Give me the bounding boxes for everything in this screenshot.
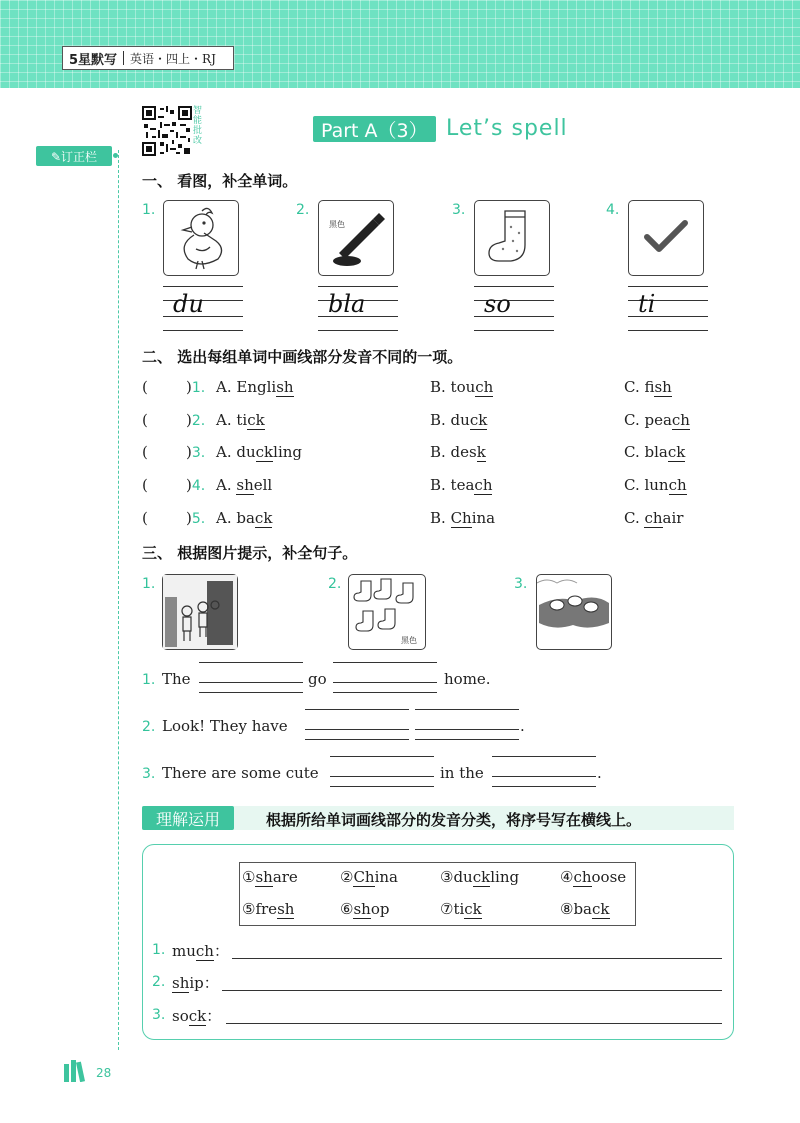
underlined-letters: sh [236,476,254,494]
item-number: 2. [296,202,310,218]
option-text: A. ba [216,509,255,527]
option-c[interactable] [624,443,685,462]
socks-picture [348,574,426,650]
sentence-text: home. [444,670,491,688]
underlined-letters: ch [644,509,663,527]
underlined-letters: Ch [353,868,375,886]
answer-word [172,1005,221,1026]
answer-paren-close: ) [186,378,192,396]
sentence-text: go [308,670,327,688]
word-text: ： [213,942,229,960]
margin-divider [118,150,119,1050]
underlined-letters: Ch [450,509,472,527]
writing-lines[interactable] [163,286,243,330]
question-number: 4. [191,478,206,494]
series-name: 5星默写 [69,52,118,68]
choice-text: ti [453,900,465,918]
underlined-letters: k [476,443,486,461]
choice-mark: ⑧ [560,900,574,918]
choice-text: du [453,868,473,886]
underlined-letters: ck [464,900,482,918]
answer-line[interactable] [222,990,722,991]
item-number: 3. [452,202,466,218]
option-text: C. pea [624,411,672,429]
sentence-text: The [162,670,191,688]
answer-number: 3. [152,1007,166,1023]
choice-text: ba [573,900,592,918]
word-choice [440,868,519,886]
underlined-letters: ch [668,476,687,494]
option-text: B. des [430,443,477,461]
writing-lines[interactable] [628,286,708,330]
underlined-letters: ck [469,411,488,429]
answer-paren-close: ) [186,443,192,461]
option-a[interactable] [216,476,272,495]
section4-instruction: 根据所给单词画线部分的发音分类，将序号写在横线上。 [266,811,642,829]
black-paint-picture [318,200,394,276]
option-text: ina [471,509,496,527]
option-text: A. [216,476,237,494]
option-text: ling [273,443,302,461]
underlined-letters: ck [255,443,274,461]
option-text: C. [624,509,645,527]
underlined-letters: ch [671,411,690,429]
qr-code-icon[interactable] [142,106,192,156]
sentence-text: in the [440,764,484,782]
option-text: ell [253,476,273,494]
option-text: air [662,509,684,527]
option-b[interactable] [430,509,495,528]
word-choice [242,868,298,886]
answer-blank[interactable] [333,662,437,692]
choice-text: are [272,868,298,886]
answer-paren-open: ( [142,378,148,396]
caption-black: 黑色 [329,220,345,229]
sentence-text: . [597,764,602,782]
option-text: C. fi [624,378,655,396]
word-stub: so [484,290,511,318]
item-number: 1. [142,202,156,218]
answer-blank[interactable] [330,756,434,786]
choice-mark: ⑤ [242,900,256,918]
question-number: 1. [191,380,206,396]
option-a[interactable] [216,509,272,528]
answer-blank[interactable] [415,709,519,739]
item-number: 4. [606,202,620,218]
choice-mark: ⑦ [440,900,454,918]
underlined-letters: ck [472,868,491,886]
choice-mark: ③ [440,868,454,886]
choice-mark: ④ [560,868,574,886]
section4-label: 理解运用 [142,806,234,830]
option-c[interactable] [624,378,672,397]
answer-paren-close: ) [186,509,192,527]
sentence-number: 1. [142,672,156,688]
underlined-letters: sh [277,900,295,918]
option-c[interactable] [624,509,683,528]
option-text: A. ti [216,411,248,429]
part-label: Part A（3） [313,116,436,142]
answer-word [172,940,229,961]
word-stub: ti [638,290,656,318]
answer-line[interactable] [226,1023,722,1024]
duck-icon [164,201,238,275]
tick-picture [628,200,704,276]
option-a[interactable] [216,378,294,397]
pic-number: 2. [328,576,342,592]
word-text: so [172,1007,189,1025]
series-badge [62,46,234,70]
caption-black: 黑色 [401,636,417,645]
option-text: C. bla [624,443,668,461]
section2-heading: 二、 选出每组单词中画线部分发音不同的一项。 [142,348,463,366]
word-choice [560,868,626,886]
choice-text: ina [374,868,398,886]
word-text: ： [206,1007,222,1025]
socks-icon [349,575,425,649]
writing-lines[interactable] [474,286,554,330]
answer-paren-close: ) [186,476,192,494]
underlined-letters: ck [592,900,610,918]
answer-line[interactable] [232,958,722,959]
pic-number: 1. [142,576,156,592]
question-number: 2. [191,413,206,429]
sock-icon [475,201,549,275]
underlined-letters: ch [475,378,494,396]
answer-paren-open: ( [142,476,148,494]
section1-heading: 一、 看图，补全单词。 [142,172,298,190]
option-c[interactable] [624,411,690,430]
choice-text: op [370,900,390,918]
choice-mark: ② [340,868,354,886]
answer-paren-open: ( [142,411,148,429]
qr-caption: 智能批改 [193,106,203,146]
sentence-number: 3. [142,766,156,782]
word-choice [440,900,482,918]
writing-lines[interactable] [318,286,398,330]
underlined-letters: ch [573,868,592,886]
paint-tube-icon [319,201,393,275]
checkmark-icon [629,201,703,275]
option-text: B. du [430,411,470,429]
ducklings-picture [162,574,238,650]
underlined-letters: sh [276,378,294,396]
underlined-letters: ch [474,476,493,494]
sentence-text: Look! They have [162,717,288,735]
page-header-band [0,0,800,88]
choice-mark: ⑥ [340,900,354,918]
answer-blank[interactable] [305,709,409,739]
option-b[interactable] [430,411,487,430]
option-text: A. Engli [216,378,277,396]
underlined-letters: ck [667,443,686,461]
option-text: B. tou [430,378,476,396]
answer-blank[interactable] [492,756,596,786]
page-title: Let’s spell [446,116,568,141]
question-number: 5. [191,511,206,527]
answer-paren-open: ( [142,509,148,527]
answer-paren-close: ) [186,411,192,429]
word-choice [242,900,294,918]
sentence-number: 2. [142,719,156,735]
pic-number: 3. [514,576,528,592]
books-icon [62,1058,90,1086]
option-a[interactable] [216,411,265,430]
answer-number: 2. [152,974,166,990]
duck-picture [163,200,239,276]
underlined-letters: sh [353,900,371,918]
choice-text: ling [490,868,520,886]
answer-word [172,972,219,993]
answer-number: 1. [152,942,166,958]
subject-label: 英语・四上・RJ [130,51,216,66]
word-choice [340,868,398,886]
underlined-letters: ch [195,942,214,960]
word-choice [340,900,389,918]
answer-paren-open: ( [142,443,148,461]
ducks-in-lake-picture [536,574,612,650]
question-number: 3. [191,445,206,461]
word-stub: bla [328,290,366,318]
option-c[interactable] [624,476,687,495]
sentence-text: . [520,717,525,735]
option-text: B. [430,509,451,527]
option-text: C. lun [624,476,669,494]
sock-picture [474,200,550,276]
option-b[interactable] [430,378,493,397]
page-number: 28 [96,1066,112,1080]
underlined-letters: ck [247,411,265,429]
underlined-letters: sh [172,974,190,992]
word-text: mu [172,942,196,960]
section3-heading: 三、 根据图片提示，补全句子。 [142,544,358,562]
underlined-letters: ck [188,1007,207,1025]
option-b[interactable] [430,476,492,495]
word-stub: du [173,290,204,318]
choice-mark: ① [242,868,256,886]
correction-column-label: ✎订正栏 [36,146,112,166]
option-a[interactable] [216,443,302,462]
choice-text: fre [255,900,278,918]
option-text: B. tea [430,476,475,494]
option-b[interactable] [430,443,486,462]
underlined-letters: ck [254,509,273,527]
option-text: A. du [216,443,256,461]
lake-ducks-icon [537,575,611,649]
sentence-text: There are some cute [162,764,319,782]
underlined-letters: sh [654,378,672,396]
choice-text: oose [591,868,627,886]
word-choice [560,900,610,918]
children-walking-icon [163,575,237,649]
word-text: ip： [189,974,219,992]
underlined-letters: sh [255,868,273,886]
answer-blank[interactable] [199,662,303,692]
